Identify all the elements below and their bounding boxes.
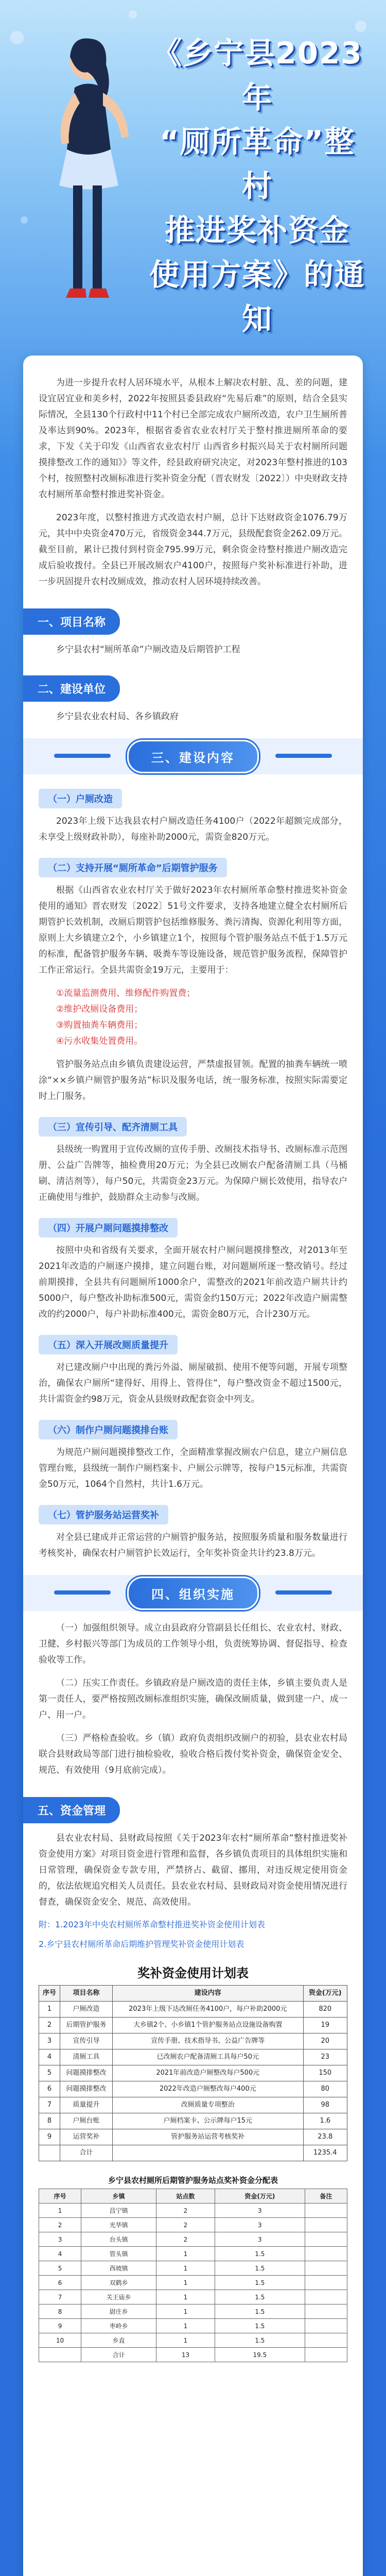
column-header: 站点数 — [156, 2189, 215, 2204]
table-row — [39, 2145, 347, 2161]
fund-plan-table — [39, 1985, 347, 2161]
table-cell — [305, 2348, 347, 2362]
subsection-title: （六）制作户厕问题摸排台账 — [39, 1420, 178, 1439]
subsection-title: （五）深入开展改厕质量提升 — [39, 1335, 178, 1354]
list-item: ④污水收集处置费用。 — [56, 1036, 143, 1046]
table-cell: 改厕质量专项整治 — [112, 2097, 303, 2113]
table-cell: 1 — [156, 2333, 215, 2348]
table-cell: 19.5 — [215, 2348, 305, 2362]
intro-paragraph: 2023年度，以整村推进方式改造农村户厕，总计下达财政资金1076.79万元，其中中央资金470万元，省级资金344.7万元，县级配套资金262.09万元。截至目前，累计已拨付到村资金795.99万元，剩余资金待整村推进户厕改造完成后验收拨付。全县已开展改厕农户4100户，按照每户奖补标准进行补助，进一步巩固提升农村改厕成效，推动农村人居环境持续改善。 — [39, 513, 347, 587]
table-cell: 光华镇 — [81, 2218, 156, 2232]
table-body — [39, 2002, 347, 2161]
station-fund-table — [39, 2189, 347, 2362]
table-cell: 1235.4 — [303, 2145, 347, 2161]
table-cell: 9 — [39, 2129, 60, 2145]
table-cell — [305, 2261, 347, 2276]
table-cell: 80 — [303, 2081, 347, 2097]
table-cell: 户厕台账 — [60, 2113, 113, 2129]
table-cell — [305, 2247, 347, 2261]
table-cell: 150 — [303, 2065, 347, 2081]
table-cell: 2 — [156, 2232, 215, 2247]
table-title: 乡宁县农村厕所后期管护服务站点奖补资金分配表 — [108, 2176, 278, 2185]
table-cell: 8 — [39, 2113, 60, 2129]
column-header: 项目名称 — [60, 1986, 113, 2002]
table-row — [39, 2065, 347, 2081]
subsection-text: 按照中央和省级有关要求，全面开展农村户厕问题摸排整改，对2013年至2021年改造的户厕逐户摸排，建立问题台账，对问题厕所逐一整改销号。经过前期摸排，全县共有问题厕所1000余户，需整改的2021年前改造户厕共计约5000户，每户整改补助标准500元，需资金约150万元；2022年改造户厕需整改的约2000户，每户补助标准400元，需资金80万元，合计230万元。 — [39, 1245, 347, 1319]
table-cell: 1 — [39, 2002, 60, 2018]
table-cell: 6 — [39, 2081, 60, 2097]
attachment-note: 附：1.2023年中央农村厕所革命整村推进奖补资金使用计划表 — [39, 1920, 265, 1929]
table-cell: 运营奖补 — [60, 2129, 113, 2145]
table-cell: 户厕档案卡、公示牌每户15元 — [112, 2113, 303, 2129]
table-row — [39, 2247, 347, 2261]
table-cell: 1.5 — [215, 2276, 305, 2290]
section-heading: 三、建设内容 — [127, 740, 259, 773]
woman-illustration-icon — [26, 15, 144, 325]
table-cell: 1.5 — [215, 2304, 305, 2319]
subsection-title: （二）支持开展“厕所革命”后期管护服务 — [39, 858, 227, 877]
section-heading: 四、组织实施 — [127, 1577, 259, 1610]
table-cell: 1 — [156, 2261, 215, 2276]
table-cell: 5 — [39, 2065, 60, 2081]
table-row — [39, 2333, 347, 2348]
table-cell: 1.6 — [303, 2113, 347, 2129]
table-cell: 3 — [215, 2232, 305, 2247]
section-paragraph: （三）严格检查验收。乡（镇）政府负责组织改厕户的初验，县农业农村局联合县财政局等部门进行抽检验收，验收合格后拨付奖补资金，确保资金安全、规范、有效使用（9月底前完成）。 — [39, 1733, 347, 1775]
table-cell: 20 — [303, 2033, 347, 2049]
subsection-title: （三）宣传引导、配齐清厕工具 — [39, 1117, 187, 1137]
table-cell — [305, 2276, 347, 2290]
table-cell: 1 — [156, 2290, 215, 2304]
section-paragraph: （二）压实工作责任。乡镇政府是户厕改造的责任主体，乡镇主要负责人是第一责任人，要严格按照改厕标准组织实施，确保改厕质量，做到建一户、成一户、用一户。 — [39, 1678, 347, 1720]
table-cell: 合计 — [81, 2348, 156, 2362]
table-cell: 1 — [156, 2304, 215, 2319]
table-cell: 2 — [39, 2218, 81, 2232]
section-heading: 二、建设单位 — [23, 675, 120, 702]
table-header-row — [39, 2189, 347, 2204]
subsection-text: 对已建改厕户中出现的粪污外溢、厕屋破损、使用不便等问题，开展专项整治，确保农户厕所“建得好、用得上、管得住”，每户整改资金不超过1500元，共计需资金约98万元，资金从县级财政配套资金中列支。 — [39, 1362, 347, 1404]
table-cell: 枣岭乡 — [81, 2319, 156, 2333]
content-card — [23, 355, 363, 2576]
list-item: ②维护改厕设备费用； — [56, 1004, 143, 1014]
table-cell: 大乡镇2个、小乡镇1个管护服务站点设施设备购置 — [112, 2018, 303, 2033]
table-cell: 2 — [156, 2218, 215, 2232]
table-cell: 关王庙乡 — [81, 2290, 156, 2304]
table-cell — [305, 2319, 347, 2333]
attachment-note: 2.乡宁县农村厕所革命后期维护管理奖补资金使用计划表 — [39, 1939, 244, 1949]
decor-bubble — [10, 31, 24, 44]
table-cell — [305, 2304, 347, 2319]
table-cell: 3 — [215, 2204, 305, 2218]
title-line: 推进奖补资金 — [164, 213, 350, 248]
subsection-text: 对全县已建成并正常运营的户厕管护服务站，按照服务质量和服务数量进行考核奖补，确保农村户厕管护长效运行，全年奖补资金共计约23.8万元。 — [39, 1532, 347, 1558]
table-cell: 2 — [156, 2204, 215, 2218]
column-header: 备注 — [305, 2189, 347, 2204]
column-header: 资金(万元) — [215, 2189, 305, 2204]
table-cell: 宣传手册、技术指导书、公益广告牌等 — [112, 2033, 303, 2049]
table-cell: 9 — [39, 2319, 81, 2333]
table-cell — [39, 2145, 60, 2161]
section-text: 乡宁县农业农村局、各乡镇政府 — [56, 711, 179, 722]
table-cell — [305, 2333, 347, 2348]
table-row — [39, 2348, 347, 2362]
table-cell: 西坡镇 — [81, 2261, 156, 2276]
table-cell: 昌宁镇 — [81, 2204, 156, 2218]
table-cell: 管护服务站运营考核奖补 — [112, 2129, 303, 2145]
table-cell — [305, 2290, 347, 2304]
table-cell: 清厕工具 — [60, 2049, 113, 2065]
list-item: ①流量监测费用、维修配件购置费； — [56, 988, 196, 998]
section-banner — [23, 738, 363, 774]
table-cell: 1 — [156, 2247, 215, 2261]
table-cell: 后期管护服务 — [60, 2018, 113, 2033]
intro-paragraph: 为进一步提升农村人居环境水平，从根本上解决农村脏、乱、差的问题，建设宜居宜业和美乡村，2022年按照县委县政府“先易后难”的原则，结合全县实际情况，全县130个行政村中11个村已全部完成农户厕所改造，农户卫生厕所普及率达到90%。2023年，根据省委省农业农村厅关于整村推进厕所革命的要求，下发《关于印发《山西省农业农村厅 山西省乡村振兴局关于农村厕所问题摸排整改工作的通知》》等文件，经县政府研究决定，对2023年整村推进的103个村，按照整村改厕标准进行奖补资金分配（晋农财发〔2022〕）中央财政支持农村厕所革命整村推进奖补资金。 — [39, 378, 347, 500]
table-cell: 5 — [39, 2261, 81, 2276]
subsection-title: （七）管护服务站运营奖补 — [39, 1505, 168, 1524]
column-header: 序号 — [39, 1986, 60, 2002]
table-row — [39, 2232, 347, 2247]
table-cell: 19 — [303, 2018, 347, 2033]
subsection-text: 为规范户厕问题摸排整改工作，全面精准掌握改厕农户信息，建立户厕信息管理台账，县级统一制作户厕档案卡、户厕公示牌等，按每户15元标准，共需资金50万元，1064个自然村，共计1.6万元。 — [39, 1447, 347, 1489]
list-item: ③购置抽粪车辆费用； — [56, 1020, 143, 1030]
table-cell — [305, 2218, 347, 2232]
table-cell: 3 — [215, 2218, 305, 2232]
table-cell: 10 — [39, 2333, 81, 2348]
table-cell: 8 — [39, 2304, 81, 2319]
subsection-text: 2023年上级下达我县农村户厕改造任务4100户（2022年超额完成部分，未享受上级财政补助），每座补助2000元，需资金820万元。 — [39, 816, 347, 842]
table-cell: 合计 — [60, 2145, 113, 2161]
decor-bubble — [355, 21, 366, 32]
table-cell: 1 — [156, 2276, 215, 2290]
table-cell: 尉庄乡 — [81, 2304, 156, 2319]
table-cell: 820 — [303, 2002, 347, 2018]
page-title — [144, 31, 371, 341]
table-cell: 已改厕农户配备清厕工具每户50元 — [112, 2049, 303, 2065]
banner-bar — [275, 754, 332, 758]
table-row — [39, 2113, 347, 2129]
table-cell: 23 — [303, 2049, 347, 2065]
table-row — [39, 2033, 347, 2049]
table-cell: 3 — [39, 2232, 81, 2247]
table-cell: 2021年前改造户厕整改每户500元 — [112, 2065, 303, 2081]
table-row — [39, 2204, 347, 2218]
table-cell: 1.5 — [215, 2333, 305, 2348]
table-cell — [305, 2232, 347, 2247]
table-row — [39, 2129, 347, 2145]
hero-header — [0, 0, 386, 336]
title-line: “厕所革命”整村 — [159, 124, 356, 204]
table-cell: 2 — [39, 2018, 60, 2033]
table-cell: 乡直 — [81, 2333, 156, 2348]
table-cell: 7 — [39, 2290, 81, 2304]
table-cell: 宣传引导 — [60, 2033, 113, 2049]
table-cell: 1 — [156, 2319, 215, 2333]
table-row — [39, 2018, 347, 2033]
table-cell: 1.5 — [215, 2247, 305, 2261]
banner-bar — [275, 1590, 332, 1595]
table-row — [39, 2081, 347, 2097]
table-cell: 4 — [39, 2049, 60, 2065]
table-cell: 户厕改造 — [60, 2002, 113, 2018]
subsection-text: 县级统一购置用于宣传改厕的宣传手册、改厕技术指导书、改厕标准示范图册、公益广告牌等，抽检费用20万元；为全县已改厕农户配备清厕工具（马桶刷、清洁剂等），每户50元，共需资金23万元。为保障户厕长效使用，指导农户正确使用与维护，鼓励群众主动参与改厕。 — [39, 1144, 347, 1202]
table-cell — [39, 2348, 81, 2362]
section-banner — [23, 1575, 363, 1611]
table-row — [39, 2261, 347, 2276]
column-header: 资金(万元) — [303, 1986, 347, 2002]
column-header: 序号 — [39, 2189, 81, 2204]
table-row — [39, 2276, 347, 2290]
section-heading: 一、项目名称 — [23, 608, 120, 635]
table-row — [39, 2304, 347, 2319]
table-cell: 2023年上级下达改厕任务4100户，每户补助2000元 — [112, 2002, 303, 2018]
table-cell: 6 — [39, 2276, 81, 2290]
table-title: 奖补资金使用计划表 — [137, 1965, 249, 1980]
table-row — [39, 2049, 347, 2065]
subsection-title: （四）开展户厕问题摸排整改 — [39, 1218, 178, 1238]
red-list — [39, 986, 347, 1049]
subsection-text: 根据《山西省农业农村厅关于做好2023年农村厕所革命整村推进奖补资金使用的通知》晋农财发〔2022〕51号文件要求，支持各地建立健全农村厕所后期管护长效机制，改厕后期管护包括维修服务、粪污清掏、资源化利用等方面，原则上大乡镇建立2个，小乡镇建立1个，按照每个管护服务站点不低于1.5万元的标准，配备管护服务车辆、吸粪车等设施设备，规范管护服务流程，保障管护工作正常运行。全县共需资金19万元，主要用于： — [39, 885, 347, 975]
table-cell: 双鹤乡 — [81, 2276, 156, 2290]
column-header: 建设内容 — [112, 1986, 303, 2002]
banner-bar — [54, 1590, 111, 1595]
table-row — [39, 2290, 347, 2304]
table-row — [39, 2097, 347, 2113]
table-header-row — [39, 1986, 347, 2002]
table-cell: 问题摸排整改 — [60, 2081, 113, 2097]
table-cell: 3 — [39, 2033, 60, 2049]
column-header: 乡镇 — [81, 2189, 156, 2204]
table-row — [39, 2002, 347, 2018]
table-cell — [305, 2204, 347, 2218]
table-cell — [112, 2145, 303, 2161]
section-text: 乡宁县农村“厕所革命”户厕改造及后期管护工程 — [56, 645, 240, 655]
subsection-text: 管护服务站点由乡镇负责建设运营，严禁虚报冒领。配置的抽粪车辆统一喷涂“××乡镇户厕管护服务站”标识及服务电话，统一服务标准，按照实际需要定时上门服务。 — [39, 1059, 347, 1101]
table-row — [39, 2319, 347, 2333]
title-line: 使用方案》的通知 — [149, 257, 365, 336]
table-body — [39, 2204, 347, 2362]
table-cell: 98 — [303, 2097, 347, 2113]
banner-bar — [54, 754, 111, 758]
table-cell: 23.8 — [303, 2129, 347, 2145]
table-cell: 台头镇 — [81, 2232, 156, 2247]
section-paragraph: （一）加强组织领导。成立由县政府分管副县长任组长、农业农村、财政、卫健、乡村振兴等部门为成员的工作领导小组，负责统筹协调、督促指导、检查验收等工作。 — [39, 1623, 347, 1665]
table-cell: 质量提升 — [60, 2097, 113, 2113]
table-cell: 13 — [156, 2348, 215, 2362]
subsection-title: （一）户厕改造 — [39, 789, 122, 808]
table-cell: 4 — [39, 2247, 81, 2261]
table-row — [39, 2218, 347, 2232]
table-cell: 2022年改造户厕整改每户400元 — [112, 2081, 303, 2097]
title-line: 《乡宁县2023年 — [152, 36, 363, 115]
table-cell: 问题摸排整改 — [60, 2065, 113, 2081]
section-heading: 五、资金管理 — [23, 1797, 120, 1823]
section-paragraph: 县农业农村局、县财政局按照《关于2023年农村“厕所革命”整村推进奖补资金使用方案》对项目资金进行管理和监督，各乡镇负责项目的具体组织实施和日常管理，确保资金专款专用，严禁挤占、截留、挪用，对违反规定使用资金的，依法依规追究相关人员责任。县农业农村局、县财政局对资金使用情况进行督查，确保资金安全、规范、高效使用。 — [39, 1833, 347, 1907]
table-cell: 1.5 — [215, 2290, 305, 2304]
table-cell: 7 — [39, 2097, 60, 2113]
table-cell: 1.5 — [215, 2261, 305, 2276]
table-cell: 管头镇 — [81, 2247, 156, 2261]
table-cell: 1.5 — [215, 2319, 305, 2333]
table-cell: 1 — [39, 2204, 81, 2218]
